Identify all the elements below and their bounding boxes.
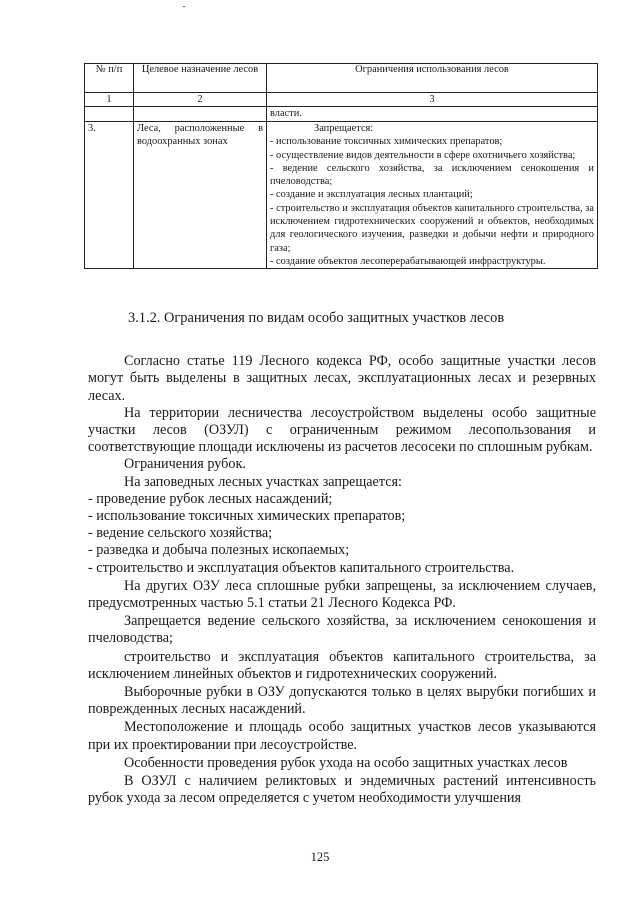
paragraph: В ОЗУЛ с наличием реликтовых и эндемичных растений интенсивность рубок ухода за лесом определяется с учетом необходимости улучшения — [88, 773, 596, 807]
continuation-cell: власти. — [267, 107, 598, 122]
paragraph: Выборочные рубки в ОЗУ допускаются только в целях вырубки погибших и поврежденных лесных насаждений. — [88, 684, 596, 718]
list-item: - проведение рубок лесных насаждений; — [88, 490, 333, 507]
column-number-row — [85, 93, 598, 107]
restrictions-table — [84, 63, 598, 269]
scan-speck — [183, 6, 185, 7]
header-number: № п/п — [85, 64, 134, 93]
paragraph: Особенности проведения рубок ухода на особо защитных участках лесов — [124, 754, 568, 771]
paragraph: На других ОЗУ леса сплошные рубки запрещены, за исключением случаев, предусмотренных частью 5.1 статьи 21 Лесного Кодекса РФ. — [88, 577, 596, 612]
paragraph: Ограничения рубок. — [124, 456, 246, 473]
restriction-item: - использование токсичных химических препаратов; — [270, 136, 503, 148]
paragraph: На территории лесничества лесоустройством выделены особо защитные участки лесов (ОЗУЛ) с ограниченным режимом лесопользования и соответствующие площади исключены из расчетов лесосеки по сплошным рубкам. — [88, 404, 596, 456]
paragraph: строительство и эксплуатация объектов капитального строительства, за исключением линейных объектов и гидротехнических сооружений. — [88, 648, 596, 682]
row-restrictions — [267, 122, 598, 269]
row-purpose: Леса, расположенные в водоохранных зонах — [134, 122, 267, 269]
restriction-item: - создание объектов лесоперерабатывающей инфраструктуры. — [270, 255, 546, 267]
restriction-item: - осуществление видов деятельности в сфере охотничьего хозяйства; — [270, 149, 576, 161]
restriction-item: - строительство и эксплуатация объектов капитального строительства, за исключением гидротехнических сооружений и объектов, необходимых для геологического изучения, разведки и добычи нефти и природного газа; — [270, 202, 594, 254]
header-purpose: Целевое назначение лесов — [134, 64, 267, 93]
table-cell — [85, 107, 134, 122]
section-body — [88, 310, 596, 807]
paragraph: На заповедных лесных участках запрещается: — [124, 473, 402, 490]
restriction-item: - создание и эксплуатация лесных плантаций; — [270, 189, 473, 201]
paragraph: Согласно статье 119 Лесного кодекса РФ, особо защитные участки лесов могут быть выделены в защитных лесах, эксплуатационных лесах и резервных лесах. — [88, 353, 596, 404]
restriction-item: - ведение сельского хозяйства, за исключением сенокошения и пчеловодства; — [270, 162, 594, 188]
list-item: - использование токсичных химических препаратов; — [88, 508, 406, 525]
paragraph: Местоположение и площадь особо защитных участков лесов указываются при их проектировании при лесоустройстве. — [88, 719, 596, 753]
list-item: - разведка и добыча полезных ископаемых; — [88, 542, 350, 559]
section-heading: 3.1.2. Ограничения по видам особо защитных участков лесов — [128, 310, 505, 326]
header-restrictions: Ограничения использования лесов — [267, 64, 598, 93]
row-number: 3. — [85, 122, 134, 269]
list-item: - строительство и эксплуатация объектов капитального строительства. — [88, 559, 515, 576]
page-number: 125 — [310, 850, 330, 864]
column-number: 2 — [134, 93, 267, 107]
restriction-title: Запрещается: — [314, 123, 374, 134]
paragraph: Запрещается ведение сельского хозяйства, за исключением сенокошения и пчеловодства; — [88, 613, 596, 647]
restriction-list — [270, 135, 594, 268]
table-row — [85, 122, 598, 269]
table-header-row — [85, 64, 598, 93]
column-number: 3 — [267, 93, 598, 107]
table-cell — [134, 107, 267, 122]
table-row — [85, 107, 598, 122]
column-number: 1 — [85, 93, 134, 107]
list-item: - ведение сельского хозяйства; — [88, 525, 273, 542]
